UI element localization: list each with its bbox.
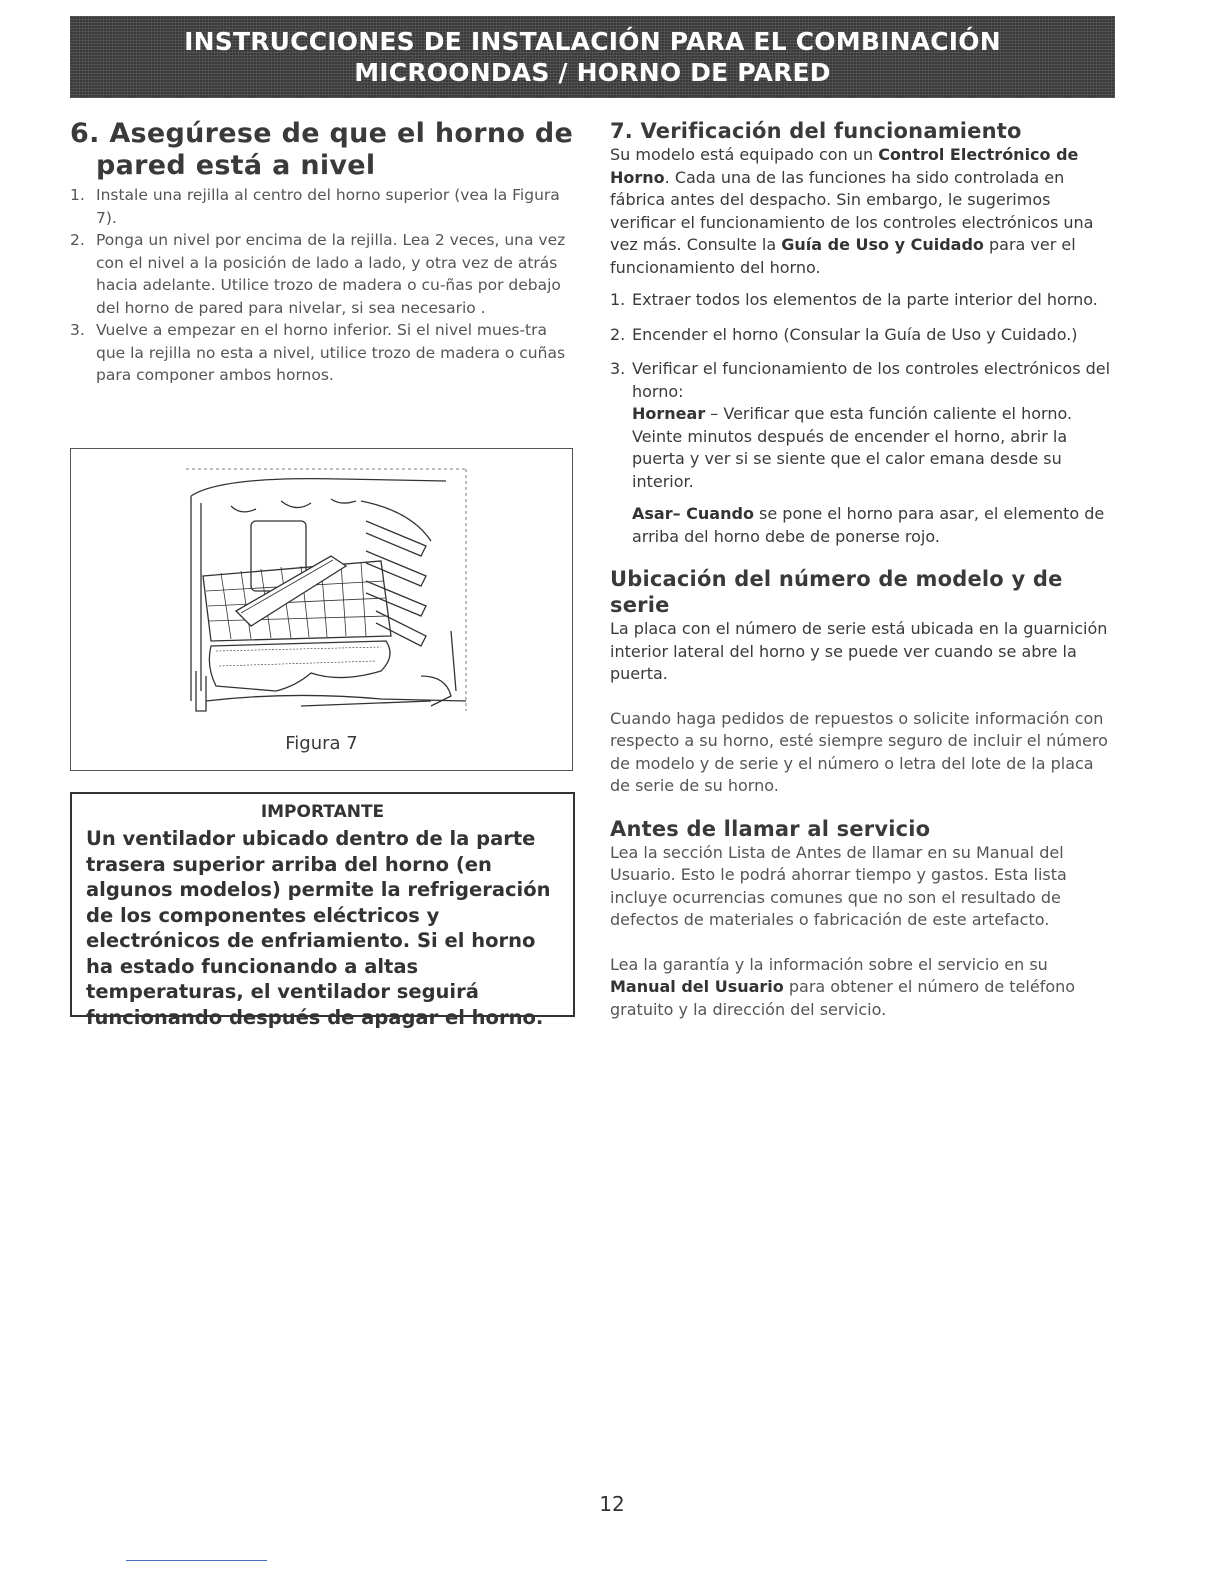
figure-7-box — [70, 448, 573, 771]
important-title: IMPORTANTE — [260, 802, 385, 822]
antes-paragraph-1: Lea la sección Lista de Antes de llamar en su Manual del Usuario. Esto le podrá ahorrar tiempo y gastos. Esta lista incluye ocurrencias comunes que no son el resultado de defectos de materiales o fabricación de este artefacto. — [610, 842, 1067, 929]
list-item — [610, 289, 1118, 312]
step-text: Vuelve a empezar en el horno inferior. Si el nivel mues-tra que la rejilla no esta a nivel, utilice trozo de madera o cuñas para componer ambos hornos. — [96, 321, 566, 384]
hornear-text: – Verificar que esta función caliente el horno. Veinte minutos después de encender el horno, abrir la puerta y ver si se siente que el calor emana desde su interior. — [632, 404, 1073, 491]
step-3-text: Verificar el funcionamiento de los controles electrónicos del horno: — [632, 359, 1111, 401]
antes-p2-text: Lea la garantía y la información sobre el servicio en su — [610, 954, 1048, 974]
intro-bold-control: Control Electrónico de Horno — [610, 145, 1079, 187]
list-item — [70, 184, 575, 229]
header-banner — [70, 16, 1115, 98]
step-number: 2. — [70, 231, 85, 249]
step-number: 1. — [610, 290, 626, 309]
figure-caption: Figura 7 — [285, 733, 358, 754]
step-text — [632, 358, 1118, 548]
antes-p2-bold: Manual del Usuario — [610, 977, 784, 996]
intro-text: . Cada una de las funciones ha sido controlada en fábrica antes del despacho. Sin embargo, le sugerimos verificar el funcionamiento de los controles electrónicos una vez más. Consulte la — [610, 167, 1094, 254]
banner-title-line1: INSTRUCCIONES DE INSTALACIÓN PARA EL COMBINACIÓN — [184, 27, 1001, 56]
section-7-intro — [610, 144, 1118, 279]
section-6-heading — [70, 118, 575, 182]
asar-label: Asar– Cuando — [632, 504, 754, 523]
intro-text: Su modelo está equipado con un — [610, 145, 879, 164]
page-number: 12 — [599, 1492, 625, 1516]
hornear-note — [632, 403, 1118, 493]
bottom-divider — [126, 1560, 267, 1561]
ubicacion-paragraph-1: La placa con el número de serie está ubicada en la guarnición interior lateral del horno y se puede ver cuando se abre la puerta. — [610, 619, 1108, 683]
antes-heading: Antes de llamar al servicio — [610, 816, 931, 841]
ubicacion-paragraph-2: Cuando haga pedidos de repuestos o solicite información con respecto a su horno, esté siempre seguro de incluir el número de modelo y de serie y el número o letra del lote de la placa de serie de su horno. — [610, 708, 1108, 795]
list-item — [70, 229, 575, 319]
step-number: 3. — [610, 359, 626, 378]
asar-text: se pone el horno para asar, el elemento de arriba del horno debe de ponerse rojo. — [632, 504, 1105, 546]
oven-rack-illustration — [181, 461, 471, 726]
list-item — [610, 358, 1118, 548]
important-text: Un ventilador ubicado dentro de la parte trasera superior arriba del horno (en algunos modelos) permite la refrigeración de los componentes eléctricos y electrónicos de enfriamiento. Si el horno ha estado funcionando a altas temperaturas, el ventilador seguirá funcionando después de apagar el horno. — [86, 827, 551, 1029]
intro-bold-guide: Guía de Uso y Cuidado — [781, 235, 984, 254]
asar-note — [632, 503, 1118, 548]
antes-p2-text: para obtener el número de teléfono gratuito y la dirección del servicio. — [610, 977, 1076, 1019]
important-notice-box — [70, 792, 575, 1029]
banner-title-line2: MICROONDAS / HORNO DE PARED — [354, 58, 831, 87]
right-column — [610, 118, 1118, 1021]
section-6-steps — [70, 184, 575, 387]
section-7-heading: 7. Verificación del funcionamiento — [610, 119, 1022, 143]
antes-paragraph-2 — [610, 954, 1118, 1022]
list-item — [610, 324, 1118, 347]
intro-text: para ver el funcionamiento del horno. — [610, 235, 1076, 277]
step-text: Extraer todos los elementos de la parte interior del horno. — [632, 290, 1098, 309]
hornear-label: Hornear — [632, 404, 706, 423]
section-7-steps — [610, 289, 1118, 548]
step-text: Ponga un nivel por encima de la rejilla. Lea 2 veces, una vez con el nivel a la posición de lado a lado, y otra vez de atrás hacia adelante. Utilice trozo de madera o cu-ñas por debajo del horno de pared para nivelar, si sea necesario . — [96, 231, 566, 317]
step-text: Instale una rejilla al centro del horno superior (vea la Figura 7). — [96, 186, 560, 227]
step-number: 3. — [70, 321, 85, 339]
step-number: 1. — [70, 186, 85, 204]
section-6-heading-line2: pared está a nivel — [96, 150, 376, 181]
step-text: Encender el horno (Consular la Guía de Uso y Cuidado.) — [632, 324, 1078, 344]
left-column — [70, 118, 575, 387]
ubicacion-heading: Ubicación del número de modelo y de serie — [610, 567, 1063, 617]
list-item — [70, 319, 575, 387]
section-6-heading-line1: 6. Asegúrese de que el horno de — [70, 118, 574, 149]
step-number: 2. — [610, 324, 626, 344]
